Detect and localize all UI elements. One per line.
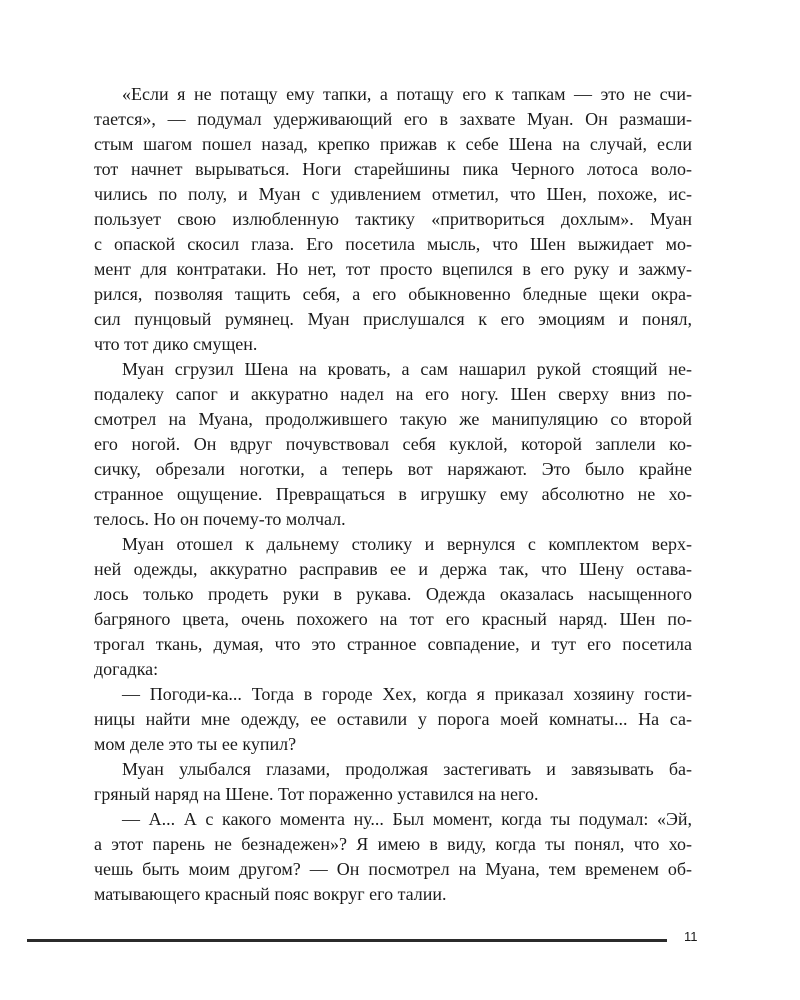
paragraph bbox=[94, 682, 692, 757]
text-line: стым шагом пошел назад, крепко прижав к себе Шена на случай, если bbox=[94, 134, 692, 154]
text-line: сичку, обрезали ноготки, а теперь вот наряжают. Это было крайне bbox=[94, 459, 692, 479]
text-line: Муан улыбался глазами, продолжая застегивать и завязывать ба- bbox=[122, 759, 692, 779]
text-line: — Погоди-ка... Тогда в городе Хех, когда я приказал хозяину гости- bbox=[122, 684, 692, 704]
paragraph bbox=[94, 807, 692, 907]
text-line: мом деле это ты ее купил? bbox=[94, 734, 297, 754]
text-line: Муан отошел к дальнему столику и вернулся с комплектом верх- bbox=[122, 534, 692, 554]
paragraph bbox=[94, 757, 692, 807]
text-line: ницы найти мне одежду, ее оставили у порога моей комнаты... На са- bbox=[94, 709, 692, 729]
text-line: Муан сгрузил Шена на кровать, а сам нашарил рукой стоящий не- bbox=[122, 359, 692, 379]
text-line: мент для контратаки. Но нет, тот просто вцепился в его руку и зажму- bbox=[94, 259, 692, 279]
text-line: тается», — подумал удерживающий его в захвате Муан. Он размаши- bbox=[94, 109, 692, 129]
text-line: рился, позволяя тащить себя, а его обыкновенно бледные щеки окра- bbox=[94, 284, 692, 304]
text-line: — А... А с какого момента ну... Был момент, когда ты подумал: «Эй, bbox=[122, 809, 692, 829]
text-line: его ногой. Он вдруг почувствовал себя куклой, которой заплели ко- bbox=[94, 434, 692, 454]
text-line: трогал ткань, думая, что это странное совпадение, и тут его посетила bbox=[94, 634, 692, 654]
footer-rule bbox=[27, 939, 667, 942]
text-line: гряный наряд на Шене. Тот пораженно уставился на него. bbox=[94, 784, 539, 804]
text-line: странное ощущение. Превращаться в игрушку ему абсолютно не хо- bbox=[94, 484, 692, 504]
text-line: сил пунцовый румянец. Муан прислушался к его эмоциям и понял, bbox=[94, 309, 692, 329]
text-line: багряного цвета, очень похожего на тот его красный наряд. Шен по- bbox=[94, 609, 692, 629]
text-line: что тот дико смущен. bbox=[94, 334, 258, 354]
text-line: ней одежды, аккуратно расправив ее и держа так, что Шену остава- bbox=[94, 559, 692, 579]
text-line: пользует свою излюбленную тактику «притвориться дохлым». Муан bbox=[94, 209, 692, 229]
text-line: а этот парень не безнадежен»? Я имею в виду, когда ты понял, что хо- bbox=[94, 834, 692, 854]
text-line: матывающего красный пояс вокруг его талии. bbox=[94, 884, 447, 904]
paragraph bbox=[94, 82, 692, 357]
page-number: 11 bbox=[684, 929, 698, 944]
text-line: чешь быть моим другом? — Он посмотрел на Муана, тем временем об- bbox=[94, 859, 692, 879]
body-text bbox=[94, 82, 692, 907]
text-line: лось только продеть руки в рукава. Одежда оказалась насыщенного bbox=[94, 584, 692, 604]
paragraph bbox=[94, 532, 692, 682]
text-line: телось. Но он почему-то молчал. bbox=[94, 509, 346, 529]
paragraph bbox=[94, 357, 692, 532]
text-line: смотрел на Муана, продолжившего такую же манипуляцию со второй bbox=[94, 409, 692, 429]
text-line: подалеку сапог и аккуратно надел на его ногу. Шен сверху вниз по- bbox=[94, 384, 692, 404]
text-line: тот начнет вырываться. Ноги старейшины пика Черного лотоса воло- bbox=[94, 159, 692, 179]
text-line: с опаской скосил глаза. Его посетила мысль, что Шен выжидает мо- bbox=[94, 234, 692, 254]
text-line: «Если я не потащу ему тапки, а потащу его к тапкам — это не счи- bbox=[122, 84, 692, 104]
text-line: чились по полу, и Муан с удивлением отметил, что Шен, похоже, ис- bbox=[94, 184, 692, 204]
text-line: догадка: bbox=[94, 659, 159, 679]
